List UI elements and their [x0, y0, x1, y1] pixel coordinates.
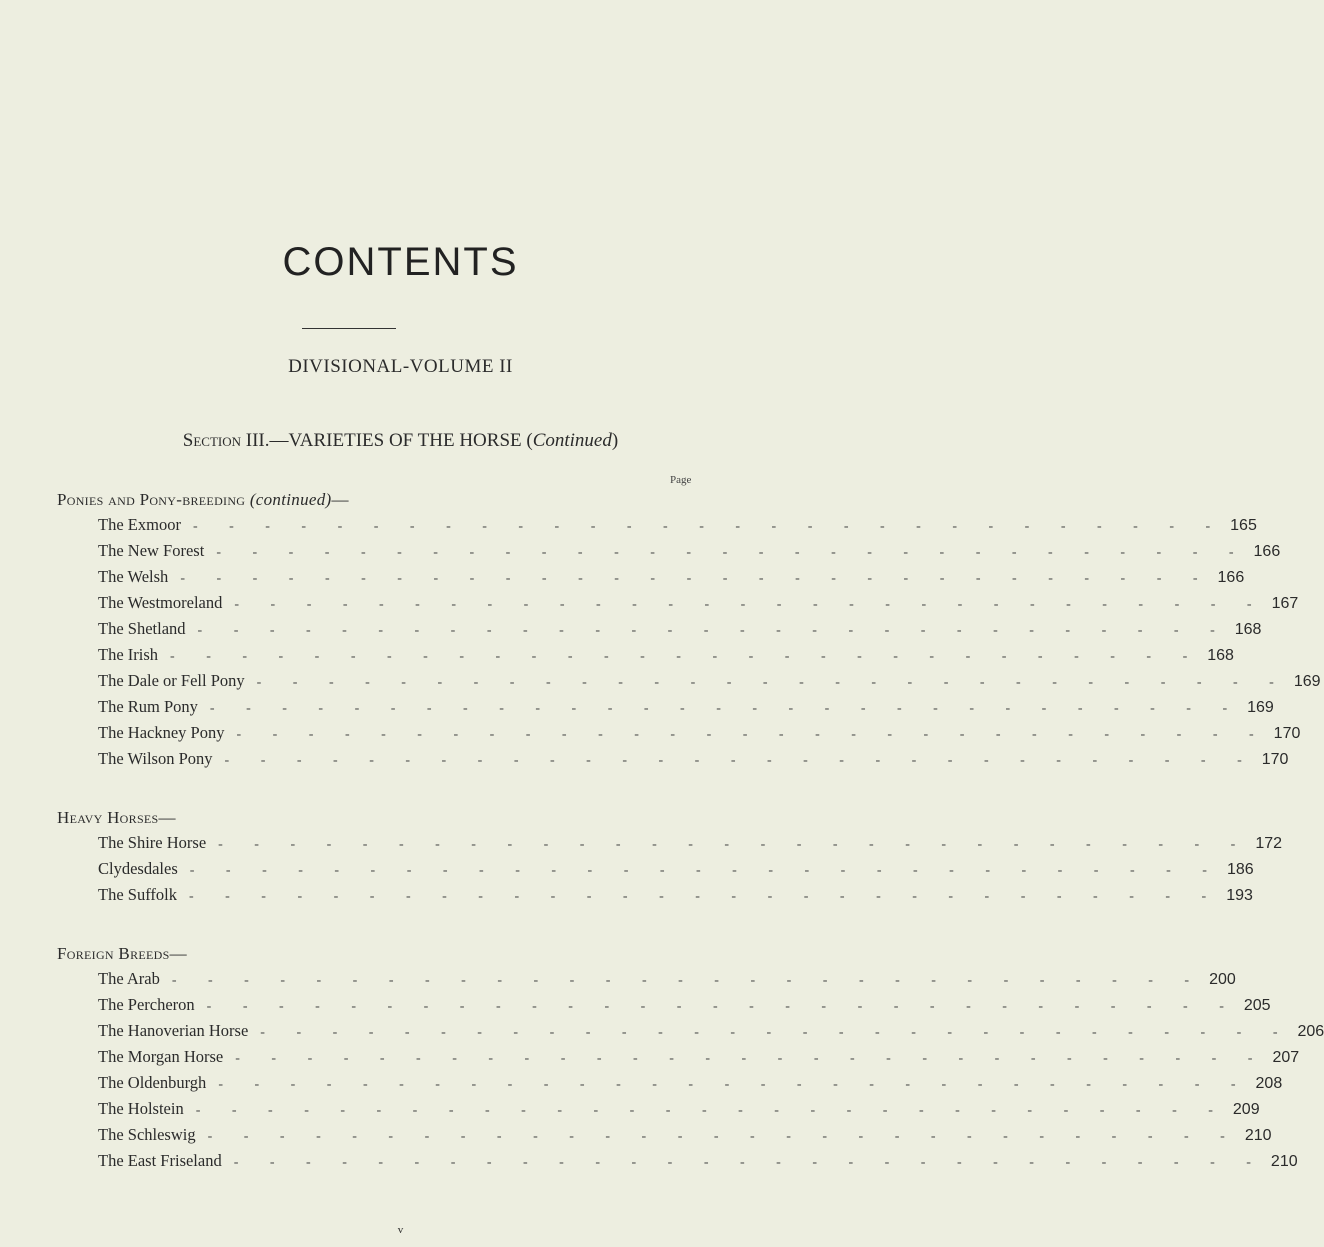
entry-title: Clydesdales	[98, 859, 178, 878]
entry-page: 209	[1232, 1101, 1260, 1118]
entry-title: The Wilson Pony	[98, 749, 213, 768]
group-heading-ponies	[57, 490, 349, 510]
entry-page: 193	[1226, 887, 1253, 904]
group-heading-heavy-horses: Heavy Horses—	[57, 808, 176, 827]
toc-entry[interactable]	[98, 564, 1245, 590]
toc-entry[interactable]	[98, 1096, 1260, 1122]
entry-page: 210	[1270, 1153, 1298, 1170]
dot-leader: - - - - - - - - - - - - - - - - - - - - - - - - - - - - -	[234, 597, 1266, 612]
dot-leader: - - - - - - - - - - - - - - - - - - - - - - - - - - - - -	[209, 701, 1242, 716]
entry-title: The Oldenburgh	[98, 1073, 207, 1092]
entry-title: The Shetland	[98, 619, 186, 638]
toc-entry[interactable]	[98, 668, 1321, 694]
entry-title: The Hanoverian Horse	[98, 1021, 249, 1040]
toc-entry[interactable]	[98, 538, 1281, 564]
entry-page: 165	[1230, 517, 1257, 534]
dot-leader: - - - - - - - - - - - - - - - - - - - - - - - - - - - - -	[207, 1129, 1239, 1144]
page-column-label: Page	[670, 474, 692, 486]
dot-leader: - - - - - - - - - - - - - - - - - - - - - - - - - - - - -	[189, 863, 1221, 878]
entry-page: 169	[1293, 673, 1321, 690]
entry-page: 200	[1209, 971, 1236, 988]
entry-page: 210	[1244, 1127, 1272, 1144]
dot-leader: - - - - - - - - - - - - - - - - - - - - - - - - - - - - -	[256, 675, 1288, 690]
dot-leader: - - - - - - - - - - - - - - - - - - - - - - - - - - - - -	[206, 999, 1238, 1014]
entry-page: 186	[1226, 861, 1254, 878]
entry-page: 207	[1272, 1049, 1300, 1066]
dot-leader: - - - - - - - - - - - - - - - - - - - - - - - - - - - - -	[218, 1077, 1250, 1092]
entry-title: The Holstein	[98, 1099, 184, 1118]
entry-page: 170	[1261, 751, 1289, 768]
toc-entry[interactable]	[98, 966, 1236, 992]
entry-title: The New Forest	[98, 541, 205, 560]
dot-leader: - - - - - - - - - - - - - - - - - - - - - - - - - - - - -	[235, 1051, 1267, 1066]
toc-entry[interactable]	[98, 746, 1289, 772]
group-heading-continued: (continued)	[249, 490, 332, 509]
toc-entry[interactable]	[98, 1070, 1283, 1096]
toc-entry[interactable]	[98, 882, 1253, 908]
toc-entry[interactable]	[98, 694, 1274, 720]
toc-entry[interactable]	[98, 720, 1301, 746]
dot-leader: - - - - - - - - - - - - - - - - - - - - - - - - - - - - -	[233, 1155, 1265, 1170]
toc-entry[interactable]	[98, 1122, 1272, 1148]
dot-leader: - - - - - - - - - - - - - - - - - - - - - - - - - - - - -	[171, 973, 1204, 988]
toc-entry[interactable]	[98, 1044, 1300, 1070]
toc-entry[interactable]	[98, 856, 1254, 882]
dot-leader: - - - - - - - - - - - - - - - - - - - - - - - - - - - - -	[224, 753, 1256, 768]
entry-title: The Dale or Fell Pony	[98, 671, 245, 690]
entry-title: The Morgan Horse	[98, 1047, 224, 1066]
entry-title: The Suffolk	[98, 885, 177, 904]
dot-leader: - - - - - - - - - - - - - - - - - - - - - - - - - - - - -	[197, 623, 1229, 638]
dot-leader: - - - - - - - - - - - - - - - - - - - - - - - - - - - - -	[195, 1103, 1227, 1118]
entry-title: The Percheron	[98, 995, 195, 1014]
dot-leader: - - - - - - - - - - - - - - - - - - - - - - - - - - - - -	[260, 1025, 1292, 1040]
toc-entry[interactable]	[98, 830, 1283, 856]
entry-title: The Arab	[98, 969, 160, 988]
entry-page: 168	[1234, 621, 1262, 638]
entry-page: 167	[1271, 595, 1299, 612]
entry-page: 170	[1273, 725, 1301, 742]
entry-page: 166	[1217, 569, 1245, 586]
entry-title: The Irish	[98, 645, 159, 664]
entry-title: The Shire Horse	[98, 833, 207, 852]
dot-leader: - - - - - - - - - - - - - - - - - - - - - - - - - - - - -	[218, 837, 1250, 852]
title-rule	[302, 328, 396, 329]
toc-entry[interactable]	[98, 616, 1262, 642]
entry-title: The Welsh	[98, 567, 169, 586]
group-heading-label: Ponies and Pony-breeding	[57, 490, 246, 509]
toc-entry[interactable]	[98, 642, 1234, 668]
dot-leader: - - - - - - - - - - - - - - - - - - - - - - - - - - - - -	[170, 649, 1202, 664]
entry-page: 169	[1247, 699, 1274, 716]
section-heading	[0, 430, 801, 452]
page-folio: v	[397, 1224, 404, 1236]
entry-page: 208	[1255, 1075, 1283, 1092]
section-prefix: Section	[182, 430, 242, 451]
entry-page: 206	[1297, 1023, 1324, 1040]
entry-title: The Hackney Pony	[98, 723, 225, 742]
entry-title: The Westmoreland	[98, 593, 223, 612]
toc-entry[interactable]	[98, 512, 1257, 538]
volume-subtitle: DIVISIONAL-VOLUME II	[288, 356, 513, 377]
group-heading-foreign-breeds: Foreign Breeds—	[57, 944, 187, 963]
group-heading-dash: —	[331, 490, 349, 509]
toc-entry[interactable]	[98, 1018, 1324, 1044]
entry-page: 172	[1255, 835, 1283, 852]
section-suffix: )	[611, 430, 619, 451]
entry-title: The Rum Pony	[98, 697, 198, 716]
dot-leader: - - - - - - - - - - - - - - - - - - - - - - - - - - - - -	[180, 571, 1212, 586]
entry-title: The Exmoor	[98, 515, 181, 534]
entry-page: 205	[1243, 997, 1271, 1014]
dot-leader: - - - - - - - - - - - - - - - - - - - - - - - - - - - - -	[236, 727, 1268, 742]
section-continued: Continued	[532, 430, 612, 451]
toc-entry[interactable]	[98, 590, 1299, 616]
toc-entry[interactable]	[98, 1148, 1298, 1174]
dot-leader: - - - - - - - - - - - - - - - - - - - - - - - - - - - - -	[188, 889, 1221, 904]
dot-leader: - - - - - - - - - - - - - - - - - - - - - - - - - - - - -	[216, 545, 1248, 560]
toc-entry[interactable]	[98, 992, 1271, 1018]
entry-page: 166	[1253, 543, 1281, 560]
dot-leader: - - - - - - - - - - - - - - - - - - - - - - - - - - - - -	[192, 519, 1225, 534]
section-title: III.—VARIETIES OF THE HORSE (	[241, 430, 533, 451]
page-title: CONTENTS	[282, 240, 519, 284]
entry-page: 168	[1207, 647, 1234, 664]
entry-title: The Schleswig	[98, 1125, 196, 1144]
entry-title: The East Friseland	[98, 1151, 222, 1170]
